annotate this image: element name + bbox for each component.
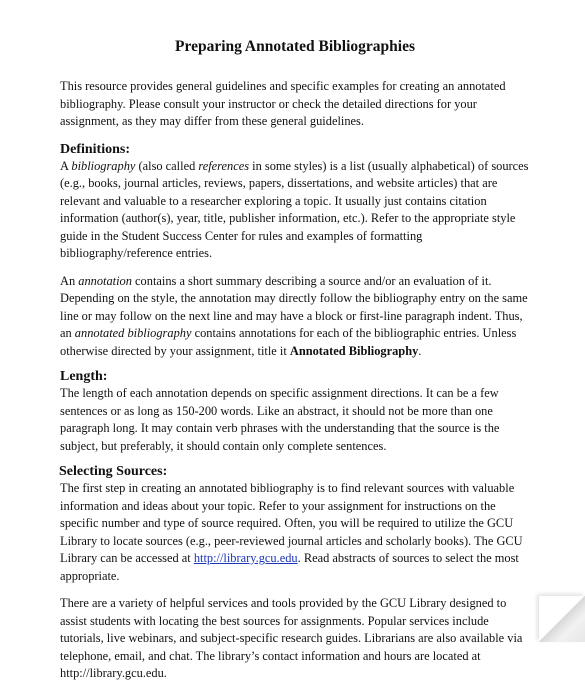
section-length (60, 368, 530, 455)
document-title: Preparing Annotated Bibliographies (175, 38, 415, 55)
text-run: The first step in creating an annotated bibliography is to find relevant sources with valuable information and ideas about your topic. Refer to your assignment for instructions on the specific number and type of source required. Often, you will be required to utilize the GCU Library to locate sources (e.g., peer-reviewed journal articles and scholarly books). The GCU Library can be accessed at (60, 481, 523, 565)
selecting-sources-heading: Selecting Sources: (59, 464, 168, 479)
text-run: . (418, 343, 422, 358)
section-definitions (60, 141, 530, 361)
gcu-library-link[interactable]: http://library.gcu.edu (193, 551, 298, 565)
term-annotated-bibliography-title: Annotated Bibliography (289, 343, 419, 358)
term-bibliography: bibliography (71, 158, 136, 173)
bibliography-definition-paragraph (60, 158, 530, 263)
text-run: contains a short summary describing a source and/or an evaluation of it. Depending on the style, the annotation may directly follow the bibliography entry on the same line or may follow on the next line and may have a block or first-line paragraph indent. Thus, an (60, 273, 528, 340)
document-content (60, 38, 530, 683)
length-heading: Length: (60, 369, 108, 384)
selecting-sources-paragraph (60, 480, 530, 585)
term-annotated-bibliography: annotated bibliography (74, 326, 192, 340)
library-services-paragraph: There are a variety of helpful services and tools provided by the GCU Library designed to assist students with locating the best sources for assignments. Popular services include tutorials, live webinars, and subject-specific research guides. Librarians are also available via telephone, email, and chat. The library’s contact information and hours are located at http://library.gcu.edu. (60, 596, 523, 680)
page-curl-corner (539, 596, 585, 642)
text-run: An (60, 273, 79, 288)
text-run: contains annotations for each of the bibliographic entries. Unless otherwise directed by your assignment, title it (60, 326, 517, 358)
term-annotation: annotation (78, 273, 132, 288)
term-references: references (198, 158, 250, 173)
section-selecting-sources (60, 463, 530, 683)
text-run: . Read abstracts of sources to select the most appropriate. (60, 551, 519, 583)
intro-paragraph: This resource provides general guidelines and specific examples for creating an annotated bibliography. Please consult your instructor or check the detailed directions for your assignment, as they may differ from these general guidelines. (60, 79, 506, 128)
text-run: (also called (135, 158, 199, 173)
length-paragraph: The length of each annotation depends on specific assignment directions. It can be a few sentences or as long as 150-200 words. Like an abstract, it should not be more than one paragraph long. It may contain verb phrases with the understanding that the source is the subject, but preferably, it should contain only complete sentences. (60, 386, 500, 453)
text-run: in some styles) is a list (usually alphabetical) of sources (e.g., books, journal articles, reviews, papers, dissertations, and website articles) that are relevant and valuable to a researcher exploring a topic. It usually just contains citation information (author(s), year, title, publisher information, etc.). Refer to the appropriate style guide in the Student Success Center for rules and examples of formatting bibliography/reference entries. (60, 158, 529, 260)
annotation-definition-paragraph (60, 273, 530, 361)
text-run: A (60, 158, 72, 173)
definitions-heading: Definitions: (60, 141, 130, 157)
